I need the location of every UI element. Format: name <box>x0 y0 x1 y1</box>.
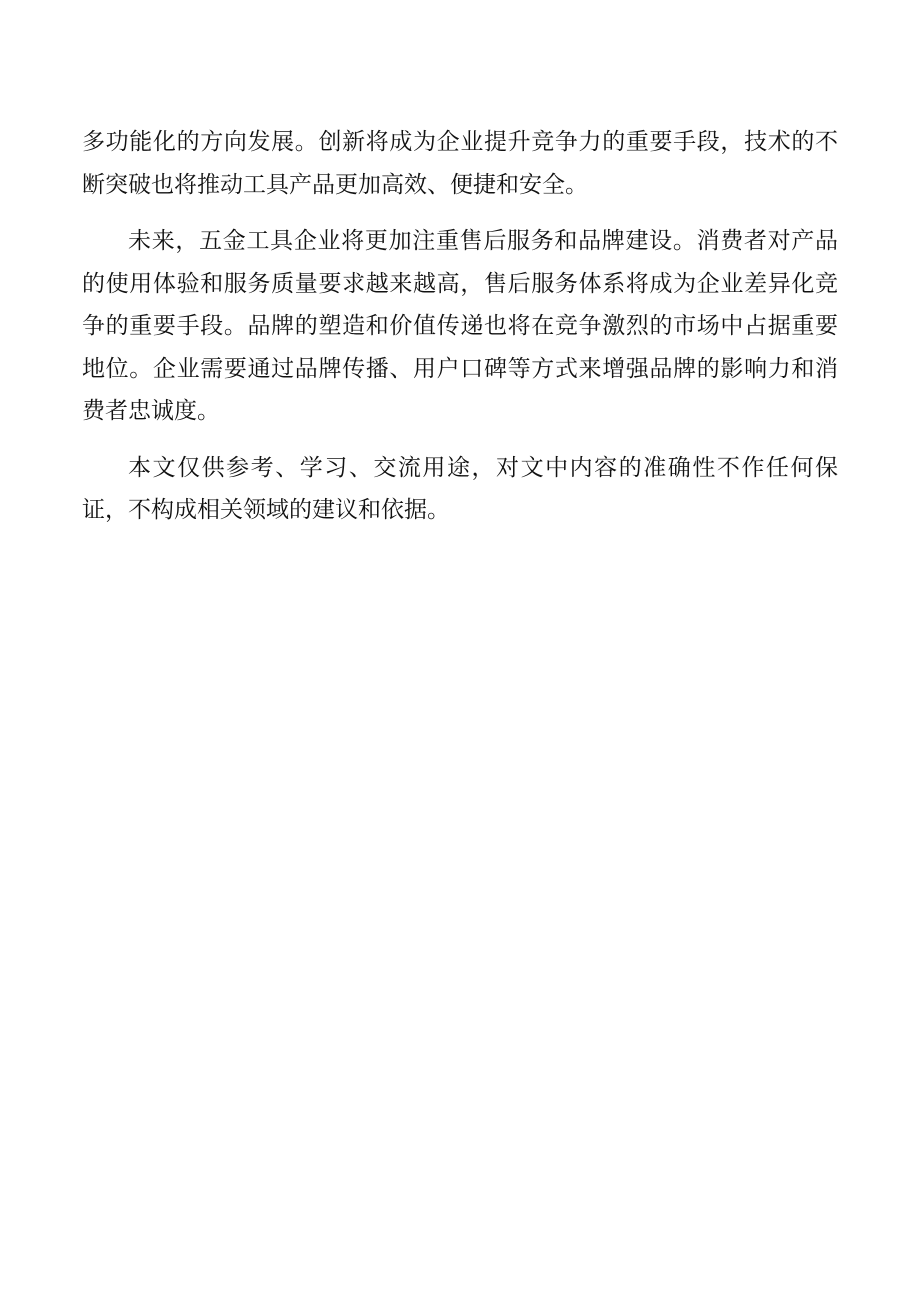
document-body <box>82 121 838 546</box>
paragraph-after-sales-and-brand: 未来，五金工具企业将更加注重售后服务和品牌建设。消费者对产品的使用体验和服务质量要求越来越高，售后服务体系将成为企业差异化竞争的重要手段。品牌的塑造和价值传递也将在竞争激烈的市场中占据重要地位。企业需要通过品牌传播、用户口碑等方式来增强品牌的影响力和消费者忠诚度。 <box>82 228 838 424</box>
paragraph-disclaimer: 本文仅供参考、学习、交流用途，对文中内容的准确性不作任何保证，不构成相关领域的建议和依据。 <box>82 454 838 523</box>
paragraph-continued: 多功能化的方向发展。创新将成为企业提升竞争力的重要手段，技术的不断突破也将推动工具产品更加高效、便捷和安全。 <box>82 129 838 198</box>
